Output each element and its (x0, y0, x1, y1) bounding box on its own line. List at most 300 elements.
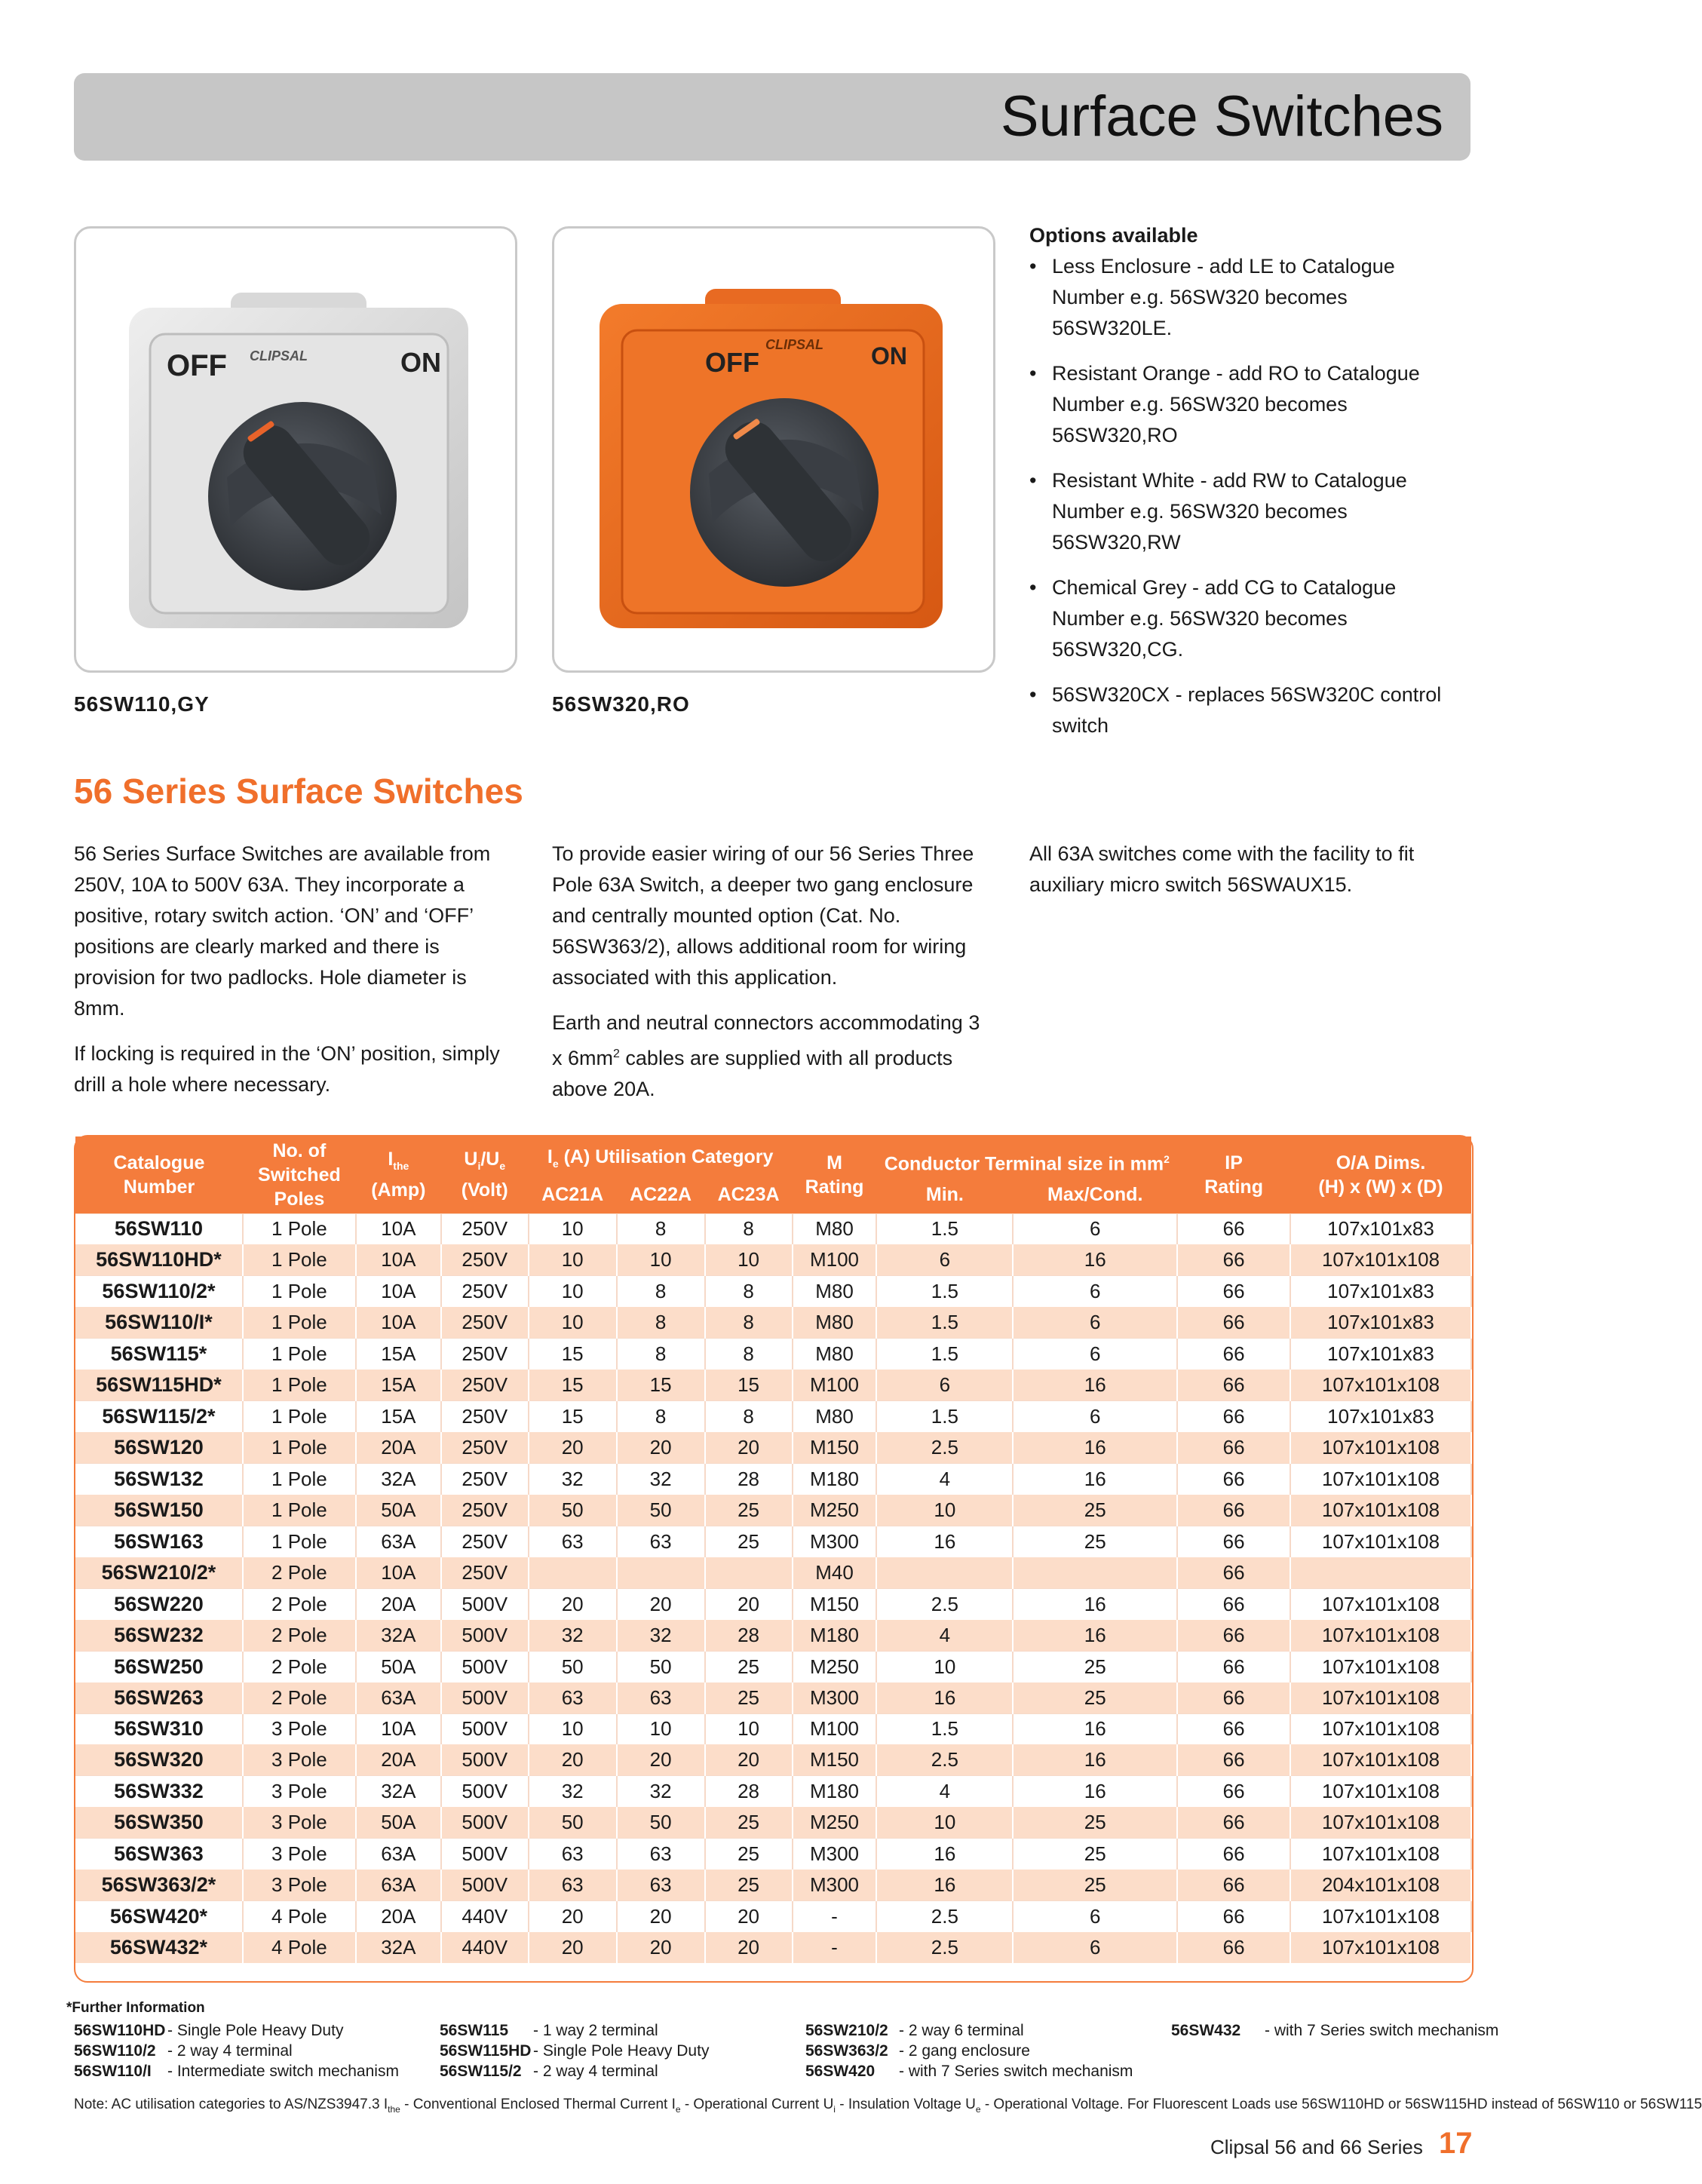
options-heading: Options available (1029, 224, 1198, 247)
table-cell: 2 Pole (243, 1682, 356, 1713)
header-cond-min: Min. (876, 1176, 1013, 1213)
table-cell: M150 (793, 1588, 877, 1619)
table-cell: 63 (529, 1870, 617, 1900)
catalogue-number-cell: 56SW110HD* (75, 1244, 243, 1275)
table-cell: 16 (1013, 1620, 1177, 1651)
table-cell: 25 (705, 1651, 793, 1682)
table-row (75, 1620, 1471, 1651)
table-cell: 107x101x83 (1290, 1213, 1471, 1244)
table-cell: 10A (356, 1307, 441, 1338)
table-cell: 8 (705, 1401, 793, 1432)
further-info-group (1171, 2020, 1498, 2041)
table-cell: 250V (441, 1432, 529, 1463)
table-cell: 63A (356, 1870, 441, 1900)
table-cell: 20 (529, 1744, 617, 1775)
table-cell: 20 (529, 1432, 617, 1463)
table-cell: 66 (1177, 1370, 1290, 1400)
table-cell: M100 (793, 1713, 877, 1744)
table-cell: 16 (1013, 1464, 1177, 1495)
paragraph: 56 Series Surface Switches are available from 250V, 10A to 500V 63A. They incorporate a positive, rotary switch action. ‘ON’ and ‘OFF’ positions are clearly marked and there is provision for two padlocks. Hole diameter is 8mm. (74, 842, 491, 1020)
table-cell: 107x101x83 (1290, 1339, 1471, 1370)
table-cell: 250V (441, 1464, 529, 1495)
table-cell: 66 (1177, 1932, 1290, 1963)
table-cell: 107x101x108 (1290, 1620, 1471, 1651)
table-cell: 66 (1177, 1651, 1290, 1682)
table-cell: 500V (441, 1744, 529, 1775)
table-cell: 32 (617, 1464, 705, 1495)
table-cell: 250V (441, 1401, 529, 1432)
on-label-grey: ON (400, 347, 441, 378)
catalogue-number-cell: 56SW250 (75, 1651, 243, 1682)
table-cell: 16 (1013, 1744, 1177, 1775)
table-cell: 66 (1177, 1276, 1290, 1307)
further-info-group (440, 2020, 709, 2081)
table-cell: 10 (876, 1651, 1013, 1682)
table-cell: 250V (441, 1370, 529, 1400)
table-cell: 2.5 (876, 1932, 1013, 1963)
table-cell: 6 (876, 1370, 1013, 1400)
table-cell: 8 (617, 1276, 705, 1307)
table-cell: 50A (356, 1651, 441, 1682)
table-row (75, 1870, 1471, 1900)
body-column-3 (1029, 839, 1467, 915)
table-cell: 107x101x108 (1290, 1901, 1471, 1932)
table-cell: 25 (705, 1495, 793, 1526)
table-cell (1290, 1557, 1471, 1588)
table-cell: 16 (876, 1682, 1013, 1713)
table-cell: 15 (529, 1370, 617, 1400)
table-cell: 2.5 (876, 1744, 1013, 1775)
product-caption-grey: 56SW110,GY (74, 692, 210, 716)
table-cell: 2.5 (876, 1432, 1013, 1463)
table-cell: 8 (705, 1307, 793, 1338)
table-cell: 66 (1177, 1339, 1290, 1370)
table-cell: 15A (356, 1401, 441, 1432)
table-cell: 16 (1013, 1432, 1177, 1463)
table-cell: 1 Pole (243, 1370, 356, 1400)
table-cell: 25 (1013, 1839, 1177, 1870)
table-cell: 50A (356, 1807, 441, 1838)
catalogue-number-cell: 56SW120 (75, 1432, 243, 1463)
table-cell: 1 Pole (243, 1276, 356, 1307)
table-cell: 107x101x108 (1290, 1588, 1471, 1619)
table-cell: 1 Pole (243, 1244, 356, 1275)
table-cell: 440V (441, 1932, 529, 1963)
table-cell: 10 (705, 1244, 793, 1275)
table-cell: 50 (529, 1495, 617, 1526)
table-cell: 107x101x108 (1290, 1432, 1471, 1463)
table-cell: 250V (441, 1276, 529, 1307)
table-cell: 10 (529, 1713, 617, 1744)
table-cell: 10 (617, 1713, 705, 1744)
table-cell: 500V (441, 1588, 529, 1619)
catalogue-number-cell: 56SW115HD* (75, 1370, 243, 1400)
table-cell (705, 1557, 793, 1588)
table-cell: 107x101x108 (1290, 1495, 1471, 1526)
table-cell: 8 (617, 1213, 705, 1244)
table-row (75, 1901, 1471, 1932)
table-row (75, 1713, 1471, 1744)
table-cell: 25 (1013, 1807, 1177, 1838)
catalogue-number-cell: 56SW332 (75, 1776, 243, 1807)
table-cell: - (793, 1932, 877, 1963)
specifications-table (74, 1135, 1474, 1983)
table-cell: M40 (793, 1557, 877, 1588)
table-cell: 10 (529, 1213, 617, 1244)
table-cell: 107x101x83 (1290, 1307, 1471, 1338)
header-ac23a: AC23A (705, 1176, 793, 1213)
table-cell: 20 (529, 1932, 617, 1963)
further-info-row: 56SW110/I - Intermediate switch mechanism (74, 2063, 399, 2080)
table-cell: 66 (1177, 1620, 1290, 1651)
product-image-grey (74, 226, 517, 673)
table-cell: 25 (705, 1526, 793, 1557)
table-cell: 25 (1013, 1870, 1177, 1900)
table-cell: 66 (1177, 1464, 1290, 1495)
table-cell: 20 (529, 1901, 617, 1932)
table-cell: 10A (356, 1557, 441, 1588)
grey-switch-illustration (76, 229, 515, 670)
table-cell: 16 (876, 1526, 1013, 1557)
table-cell: 1 Pole (243, 1432, 356, 1463)
table-row (75, 1339, 1471, 1370)
table-cell: 16 (876, 1839, 1013, 1870)
catalogue-number-cell: 56SW163 (75, 1526, 243, 1557)
table-cell: 1 Pole (243, 1401, 356, 1432)
table-row (75, 1526, 1471, 1557)
table-cell: 500V (441, 1682, 529, 1713)
table-cell: 2 Pole (243, 1620, 356, 1651)
table-cell: 10 (876, 1495, 1013, 1526)
table-cell: 107x101x108 (1290, 1370, 1471, 1400)
table-cell: 63 (617, 1682, 705, 1713)
on-label-orange: ON (871, 342, 907, 370)
table-cell: 1 Pole (243, 1213, 356, 1244)
table-cell: 6 (1013, 1307, 1177, 1338)
table-cell: 66 (1177, 1682, 1290, 1713)
paragraph: Earth and neutral connectors accommodating 3 x $6mm^2$ cables are supplied with all products above 20A. (552, 1011, 980, 1100)
table-row (75, 1682, 1471, 1713)
table-cell: 107x101x108 (1290, 1651, 1471, 1682)
further-info-row: 56SW110HD - Single Pole Heavy Duty (74, 2022, 344, 2039)
catalogue-number-cell: 56SW115/2* (75, 1401, 243, 1432)
table-cell: 500V (441, 1807, 529, 1838)
catalogue-number-cell: 56SW363 (75, 1839, 243, 1870)
table-cell: 66 (1177, 1401, 1290, 1432)
table-cell: 8 (617, 1339, 705, 1370)
header-m-rating: M Rating (793, 1136, 877, 1213)
paragraph: If locking is required in the ‘ON’ position, simply drill a hole where necessary. (74, 1042, 500, 1096)
table-cell: 50A (356, 1495, 441, 1526)
table-cell: 4 (876, 1464, 1013, 1495)
table-cell: 20 (617, 1901, 705, 1932)
table-cell: 15A (356, 1370, 441, 1400)
table-cell (1013, 1557, 1177, 1588)
header-poles: No. of Switched Poles (243, 1136, 356, 1213)
table-cell: 4 Pole (243, 1932, 356, 1963)
catalogue-number-cell: 56SW232 (75, 1620, 243, 1651)
table-cell: 20A (356, 1744, 441, 1775)
table-cell: 28 (705, 1776, 793, 1807)
table-row (75, 1776, 1471, 1807)
catalogue-number-cell: 56SW132 (75, 1464, 243, 1495)
table-cell: M300 (793, 1870, 877, 1900)
table-cell: 66 (1177, 1901, 1290, 1932)
table-cell: M80 (793, 1401, 877, 1432)
product-caption-orange: 56SW320,RO (552, 692, 690, 716)
table-cell: 10A (356, 1276, 441, 1307)
table-cell: 500V (441, 1839, 529, 1870)
table-cell: M300 (793, 1839, 877, 1870)
page-title: Surface Switches (1000, 84, 1443, 149)
table-row (75, 1244, 1471, 1275)
table-cell: 1 Pole (243, 1307, 356, 1338)
table-cell: 8 (705, 1276, 793, 1307)
table-cell: 250V (441, 1495, 529, 1526)
table-cell: 63 (617, 1839, 705, 1870)
table-cell: 2 Pole (243, 1588, 356, 1619)
table-cell: 20 (705, 1432, 793, 1463)
catalogue-number-cell: 56SW210/2* (75, 1557, 243, 1588)
table-cell: 2.5 (876, 1588, 1013, 1619)
table-cell: 2 Pole (243, 1557, 356, 1588)
catalogue-number-cell: 56SW110 (75, 1213, 243, 1244)
table-cell: 15A (356, 1339, 441, 1370)
table-cell: M180 (793, 1620, 877, 1651)
table-cell: 107x101x83 (1290, 1401, 1471, 1432)
options-list (1029, 220, 1452, 756)
table-cell: 16 (1013, 1776, 1177, 1807)
table-cell: 66 (1177, 1870, 1290, 1900)
table-cell: 66 (1177, 1713, 1290, 1744)
table-cell: 10 (876, 1807, 1013, 1838)
table-cell: 16 (1013, 1713, 1177, 1744)
table-cell: 1.5 (876, 1339, 1013, 1370)
table-cell: 10 (529, 1307, 617, 1338)
table-cell: 16 (1013, 1588, 1177, 1619)
table-cell: 3 Pole (243, 1744, 356, 1775)
header-catalogue: Catalogue Number (75, 1136, 243, 1213)
table-cell: 25 (705, 1682, 793, 1713)
table-cell: M180 (793, 1464, 877, 1495)
table-cell: 4 Pole (243, 1901, 356, 1932)
catalogue-number-cell: 56SW220 (75, 1588, 243, 1619)
table-cell (529, 1557, 617, 1588)
table-cell: 20A (356, 1588, 441, 1619)
table-cell: 500V (441, 1776, 529, 1807)
table-cell: 107x101x108 (1290, 1776, 1471, 1807)
further-info-row: 56SW110/2 - 2 way 4 terminal (74, 2042, 293, 2060)
table-cell: 32 (617, 1776, 705, 1807)
table-cell: 8 (617, 1307, 705, 1338)
table-cell: 1.5 (876, 1713, 1013, 1744)
catalogue-number-cell: 56SW350 (75, 1807, 243, 1838)
page-number: 17 (1439, 2127, 1473, 2160)
table-cell: 25 (1013, 1526, 1177, 1557)
body-column-2 (552, 839, 989, 1119)
table-cell: 63 (529, 1526, 617, 1557)
table-cell: 63 (529, 1682, 617, 1713)
table-cell: 3 Pole (243, 1839, 356, 1870)
further-info-row: 56SW420 - with 7 Series switch mechanism (805, 2063, 1133, 2080)
table-row (75, 1495, 1471, 1526)
further-info-group (805, 2020, 1133, 2081)
table-cell: 20 (705, 1588, 793, 1619)
further-info-row: 56SW363/2 - 2 gang enclosure (805, 2042, 1030, 2060)
further-info-row: 56SW432 - with 7 Series switch mechanism (1171, 2022, 1499, 2039)
header-cond-max: Max/Cond. (1013, 1176, 1177, 1213)
abbreviations-note: Note: AC utilisation categories to AS/NZS3947.3 $I_{the}$ - Conventional Enclosed Thermal Current $I_e$ - Operational Current $U_i$ - Insulation Voltage $U_e$ - Operational Voltage. For Fluorescent Loads use 56SW110HD or 56SW115HD instead of 56SW110 or 56SW115 (74, 2097, 1702, 2115)
table-cell: 1.5 (876, 1213, 1013, 1244)
catalogue-number-cell: 56SW363/2* (75, 1870, 243, 1900)
table-cell: 107x101x108 (1290, 1682, 1471, 1713)
footer-brand: Clipsal 56 and 66 Series (1210, 2136, 1423, 2158)
table-cell: 8 (705, 1339, 793, 1370)
table-cell: 250V (441, 1526, 529, 1557)
header-conductor: Conductor Terminal size in $mm^2$ (876, 1136, 1177, 1176)
table-cell: 25 (705, 1839, 793, 1870)
table-cell: 66 (1177, 1776, 1290, 1807)
table-cell: 66 (1177, 1244, 1290, 1275)
table-cell: 15 (529, 1339, 617, 1370)
table-cell: 107x101x108 (1290, 1932, 1471, 1963)
table-cell: 440V (441, 1901, 529, 1932)
orange-switch-illustration (554, 229, 993, 670)
further-info-row: 56SW210/2 - 2 way 6 terminal (805, 2022, 1024, 2039)
table-cell: 3 Pole (243, 1870, 356, 1900)
off-label-orange: OFF (705, 347, 759, 378)
table-cell: 250V (441, 1244, 529, 1275)
table-cell: 3 Pole (243, 1776, 356, 1807)
table-cell: M80 (793, 1276, 877, 1307)
table-body (75, 1213, 1471, 1963)
body-column-1 (74, 839, 519, 1115)
table-cell: 50 (617, 1651, 705, 1682)
table-cell: M250 (793, 1807, 877, 1838)
table-cell: 63 (617, 1870, 705, 1900)
table-cell: M180 (793, 1776, 877, 1807)
table-cell: 107x101x108 (1290, 1744, 1471, 1775)
table-cell: 63A (356, 1526, 441, 1557)
table-cell: 20A (356, 1901, 441, 1932)
table-cell: M100 (793, 1244, 877, 1275)
table-cell: 20A (356, 1432, 441, 1463)
table-cell: 6 (1013, 1901, 1177, 1932)
table-cell: 1 Pole (243, 1339, 356, 1370)
table-cell: M300 (793, 1526, 877, 1557)
table-cell: 66 (1177, 1495, 1290, 1526)
table-cell: 32A (356, 1464, 441, 1495)
table-cell: 10 (529, 1276, 617, 1307)
table-cell: 20 (705, 1901, 793, 1932)
table-cell: M100 (793, 1370, 877, 1400)
table-row (75, 1276, 1471, 1307)
table-cell: 3 Pole (243, 1807, 356, 1838)
catalogue-number-cell: 56SW320 (75, 1744, 243, 1775)
table-row (75, 1213, 1471, 1244)
table-cell: 66 (1177, 1432, 1290, 1463)
table-cell: 10 (617, 1244, 705, 1275)
table-cell: 66 (1177, 1307, 1290, 1338)
header-voltage: $U_i/U_e$ (Volt) (441, 1136, 529, 1213)
table-cell: 2.5 (876, 1901, 1013, 1932)
table-cell: 6 (1013, 1401, 1177, 1432)
paragraph: To provide easier wiring of our 56 Series Three Pole 63A Switch, a deeper two gang enclosure and centrally mounted option (Cat. No. 56SW363/2), allows additional room for wiring associated with this application. (552, 842, 974, 989)
header-ip: IP Rating (1177, 1136, 1290, 1213)
brand-label-orange: CLIPSAL (765, 337, 824, 352)
header-ac21a: AC21A (529, 1176, 617, 1213)
table-cell: 32 (529, 1776, 617, 1807)
table-cell: 20 (617, 1588, 705, 1619)
table-cell: 66 (1177, 1557, 1290, 1588)
table-cell: 1.5 (876, 1276, 1013, 1307)
table-cell: M250 (793, 1495, 877, 1526)
table-cell: M250 (793, 1651, 877, 1682)
table-cell: 15 (705, 1370, 793, 1400)
table-cell: 3 Pole (243, 1713, 356, 1744)
table-cell: 66 (1177, 1807, 1290, 1838)
option-item: • Less Enclosure - add LE to Catalogue Number e.g. 56SW320 becomes 56SW320LE. (1029, 251, 1452, 344)
further-info-group (74, 2020, 399, 2081)
option-item: • Resistant Orange - add RO to Catalogue Number e.g. 56SW320 becomes 56SW320,RO (1029, 358, 1452, 451)
table-cell: M80 (793, 1339, 877, 1370)
table-row (75, 1588, 1471, 1619)
paragraph: All 63A switches come with the facility to fit auxiliary micro switch 56SWAUX15. (1029, 842, 1415, 896)
table-cell: 500V (441, 1651, 529, 1682)
table-cell: 107x101x108 (1290, 1839, 1471, 1870)
table-cell: 63A (356, 1682, 441, 1713)
table-cell: 500V (441, 1713, 529, 1744)
catalogue-number-cell: 56SW420* (75, 1901, 243, 1932)
table-cell: 32 (617, 1620, 705, 1651)
table-cell: 15 (529, 1401, 617, 1432)
table-cell: 8 (705, 1213, 793, 1244)
table-cell: 63 (617, 1526, 705, 1557)
product-image-orange (552, 226, 995, 673)
table-cell: 25 (1013, 1495, 1177, 1526)
table-cell: 28 (705, 1620, 793, 1651)
table-row (75, 1557, 1471, 1588)
table-cell: - (793, 1901, 877, 1932)
catalogue-number-cell: 56SW150 (75, 1495, 243, 1526)
further-info-row: 56SW115 - 1 way 2 terminal (440, 2022, 658, 2039)
table-cell: 250V (441, 1557, 529, 1588)
table-cell: 20 (617, 1744, 705, 1775)
table-row (75, 1401, 1471, 1432)
table-cell: 250V (441, 1213, 529, 1244)
table-cell (876, 1557, 1013, 1588)
table-cell: 20 (617, 1932, 705, 1963)
table-cell: 204x101x108 (1290, 1870, 1471, 1900)
table-cell: 32A (356, 1932, 441, 1963)
catalogue-number-cell: 56SW115* (75, 1339, 243, 1370)
table-row (75, 1432, 1471, 1463)
table-cell: 1 Pole (243, 1495, 356, 1526)
header-bar (74, 73, 1470, 161)
table-cell: M150 (793, 1432, 877, 1463)
table-cell: 66 (1177, 1744, 1290, 1775)
table-cell: M300 (793, 1682, 877, 1713)
off-label-grey: OFF (167, 349, 227, 382)
table-cell: 6 (1013, 1932, 1177, 1963)
table-cell: 500V (441, 1870, 529, 1900)
table-cell: 32A (356, 1620, 441, 1651)
table-cell: 50 (617, 1807, 705, 1838)
header-utilisation: $I_e$ (A) Utilisation Category (529, 1136, 793, 1176)
table-cell: 15 (617, 1370, 705, 1400)
table-cell: 1 Pole (243, 1464, 356, 1495)
table-cell: 8 (617, 1401, 705, 1432)
